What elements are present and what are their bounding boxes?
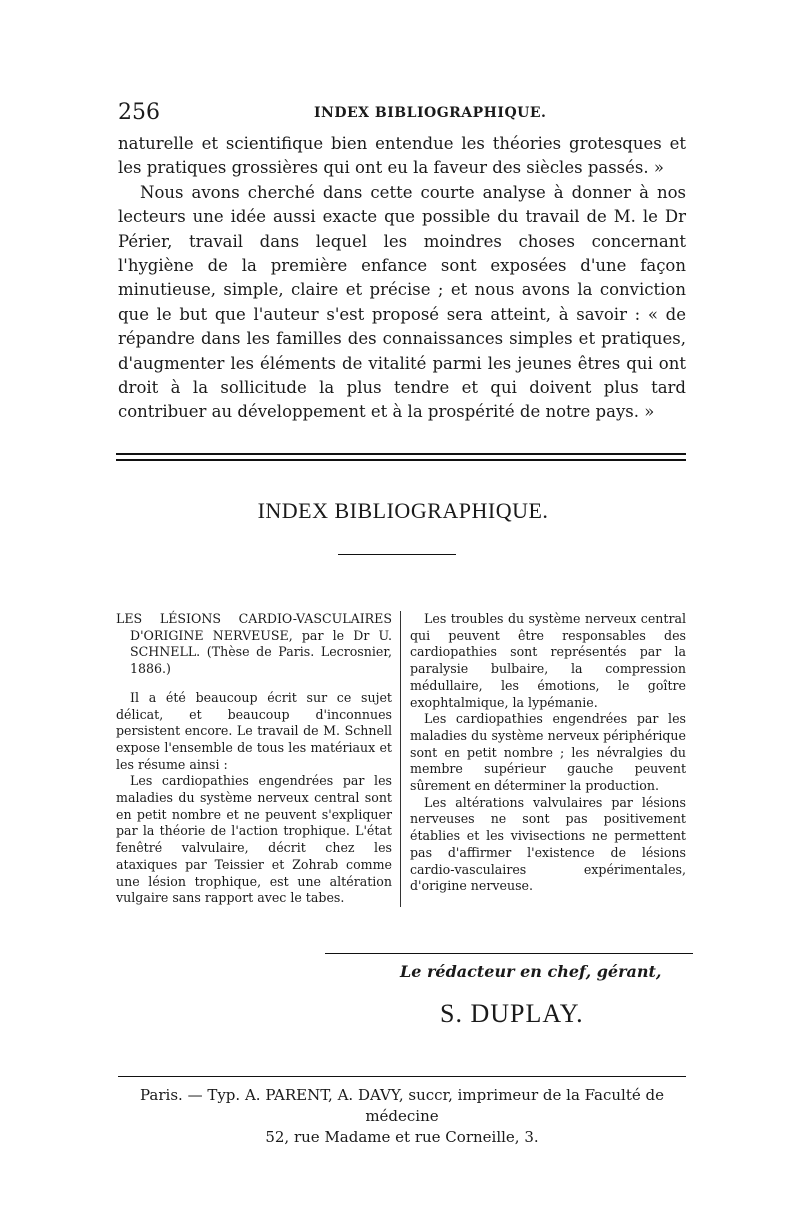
signature-rule — [325, 953, 693, 954]
left-column — [116, 611, 392, 907]
right-column — [410, 611, 686, 895]
left-paragraph-2: Les cardiopathies engendrées par les maladies du système nerveux central sont en petit nombre et ne peuvent s'expliquer par la théorie de l'action trophique. L'état fenêtré valvulaire, décrit chez les ataxiques par Teissier et Zohrab comme une lésion trophique, est une altération vulgaire sans rapport avec le tabes. — [116, 773, 392, 906]
section-divider-top — [116, 453, 686, 455]
section-divider-bottom — [116, 459, 686, 461]
title-underline — [338, 554, 456, 555]
citation: LES LÉSIONS CARDIO-VASCULAIRES D'ORIGINE NERVEUSE, par le Dr U. SCHNELL. (Thèse de Paris. Lecrosnier, 1886.) — [116, 611, 392, 677]
imprint — [116, 1085, 688, 1148]
intro-paragraph-2: Nous avons cherché dans cette courte analyse à donner à nos lecteurs une idée aussi exacte que possible du travail de M. le Dr Périer, travail dans lequel les moindres choses concernant l'hygiène de la première enfance sont exposées d'une façon minutieuse, simple, claire et précise ; et nous avons la conviction que le but que l'auteur s'est proposé sera atteint, à savoir : « de répandre dans les familles des connaissances simples et pratiques, d'augmenter les éléments de vitalité parmi les jeunes êtres qui ont droit à la sollicitude la plus tendre et qui doivent plus tard contribuer au développement et à la prospérité de notre pays. » — [118, 182, 686, 422]
editor-role: Le rédacteur en chef, gérant, — [400, 962, 662, 981]
right-paragraph-3: Les altérations valvulaires par lésions nerveuses ne sont pas positivement établies et les vivisections ne permettent pas d'affirmer l'existence de lésions cardio-vasculaires expérimentales, d'origine nerveuse. — [410, 794, 686, 894]
intro-paragraph-1: naturelle et scientifique bien entendue les théories grotesques et les pratiques grossières qui ont eu la faveur des siècles passés. » — [118, 134, 686, 178]
column-divider — [400, 611, 401, 907]
running-head — [118, 100, 686, 126]
right-paragraph-2: Les cardiopathies engendrées par les maladies du système nerveux périphérique sont en petit nombre ; les névralgies du membre supérieur gauche peuvent sûrement en déterminer la production. — [410, 711, 686, 794]
section-title: INDEX BIBLIOGRAPHIQUE. — [257, 498, 549, 523]
imprint-rule — [118, 1076, 686, 1077]
right-paragraph-1: Les troubles du système nerveux central qui peuvent être responsables des cardiopathies sont représentés par la paralysie bulbaire, la compression médullaire, les émotions, le goître exophtalmique, la lypémanie. — [410, 611, 686, 710]
page-number: 256 — [118, 100, 160, 125]
imprint-line-1: Paris. — Typ. A. PARENT, A. DAVY, succr, imprimeur de la Faculté de médecine — [140, 1086, 664, 1125]
imprint-line-2: 52, rue Madame et rue Corneille, 3. — [265, 1128, 539, 1146]
left-paragraph-1: Il a été beaucoup écrit sur ce sujet délicat, et beaucoup d'inconnues persistent encore. Le travail de M. Schnell expose l'ensemble de tous les matériaux et les résume ainsi : — [116, 689, 392, 772]
editor-name: S. DUPLAY. — [440, 999, 584, 1028]
intro-text — [118, 132, 686, 425]
running-title: INDEX BIBLIOGRAPHIQUE. — [314, 105, 547, 121]
